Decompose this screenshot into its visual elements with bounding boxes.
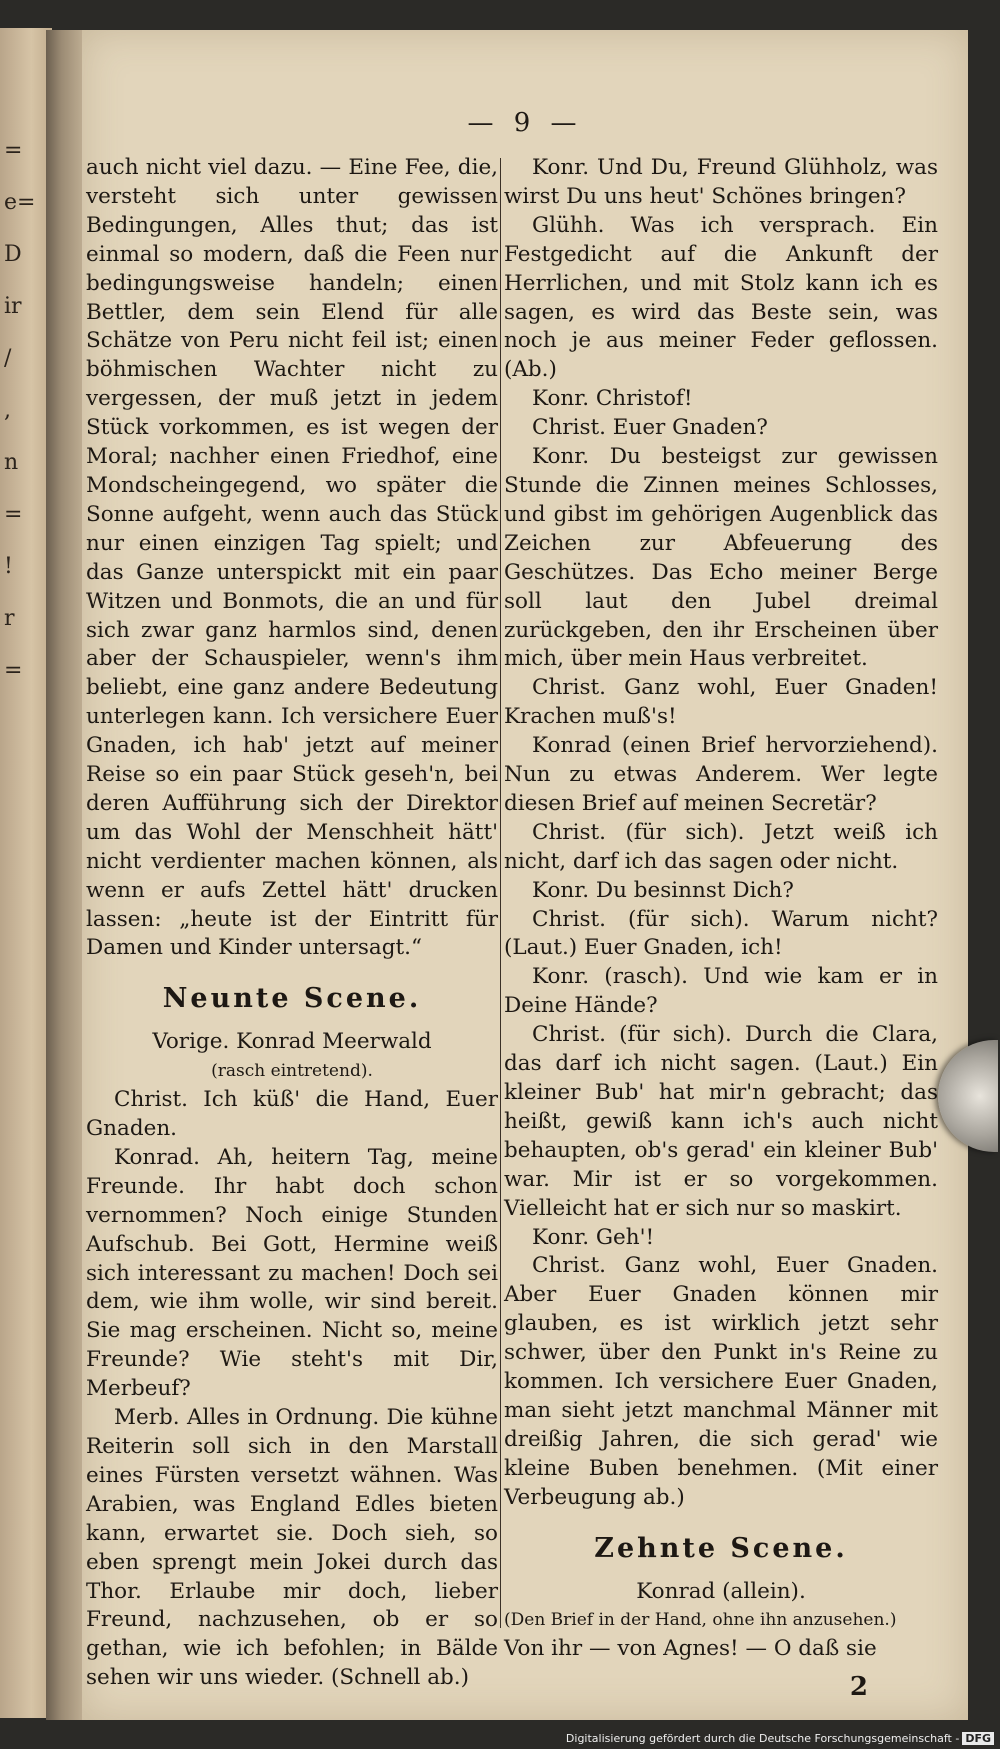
text-paragraph: Christ. (für sich). Jetzt weiß ich nicht, darf ich das sagen oder nicht. xyxy=(504,819,938,874)
adjacent-page-fragment: ! xyxy=(4,554,13,579)
adjacent-page-strip xyxy=(0,28,52,1718)
signature-mark: 2 xyxy=(849,1672,868,1702)
text-paragraph: Merb. Alles in Ordnung. Die kühne Reiterin soll sich in den Marstall eines Fürsten versetzt wähnen. Was Arabien, was England Edles bieten kann, erwartet sie. Doch sieh, so eben sprengt mein Jokei durch das Thor. Erlaube mir doch, lieber Freund, nachzusehen, ob er so gethan, wie ich befohlen; in Bälde sehen wir uns wieder. (Schnell ab.) xyxy=(86,1405,498,1691)
footer-text: Digitalisierung gefördert durch die Deutsche Forschungsgemeinschaft - xyxy=(565,1732,960,1745)
page-number: — 9 — xyxy=(467,108,583,138)
text-paragraph: Glühh. Was ich versprach. Ein Festgedicht auf die Ankunft der Herrlichen, und mit Stolz kann ich es sagen, es wird das Beste sein, was noch je aus meiner Feder geflossen. (Ab.) xyxy=(504,212,938,383)
text-paragraph: Christ. Euer Gnaden? xyxy=(532,415,768,441)
text-paragraph: (rasch eintretend). xyxy=(211,1061,373,1082)
text-paragraph: auch nicht viel dazu. — Eine Fee, die, versteht sich unter gewissen Bedingungen, Alles thut; das ist einmal so modern, daß die Feen nur bedingungsweise handeln; einen Bettler, dem sein Elend für alle Schätze von Peru nicht feil ist; einen böhmischen Wachter nicht zu vergessen, der muß jetzt in jedem Stück vorkommen, es ist wegen der Moral; nachher einen Friedhof, eine Mondscheingegend, wo später die Sonne aufgeht, wenn auch das Stück nur einen einzigen Tag spielt; und das Ganze unterspickt mit ein paar Witzen und Bonmots, die an und für sich zwar ganz harmlos sind, denen aber der Schauspieler, wenn's ihm beliebt, eine ganz andere Bedeutung unterlegen kann. Ich versichere Euer Gnaden, ich hab' jetzt auf meiner Reise so ein paar Stück geseh'n, bei deren Aufführung sich der Direktor um das Wohl der Menschheit hätt' nicht verdienter machen können, als wenn er aufs Zettel hätt' drucken lassen: „heute ist der Eintritt für Damen und Kinder untersagt.“ xyxy=(86,155,498,961)
text-paragraph: Konr. Und Du, Freund Glühholz, was wirst Du uns heut' Schönes bringen? xyxy=(504,155,938,209)
text-paragraph: Von ihr — von Agnes! — O daß sie xyxy=(504,1636,877,1662)
text-paragraph: (Den Brief in der Hand, ohne ihn anzusehen.) xyxy=(504,1610,897,1631)
text-paragraph: Christ. Ganz wohl, Euer Gnaden. Aber Euer Gnaden können mir glauben, es ist wirklich jetzt sehr schwer, über den Punkt in's Reine zu kommen. Ich versichere Euer Gnaden, man sieht jetzt manchmal Männer mit dreißig Jahren, die sich gerad' wie kleine Buben benehmen. (Mit einer Verbeugung ab.) xyxy=(504,1253,938,1510)
text-paragraph: Konr. Du besinnst Dich? xyxy=(532,877,794,903)
text-paragraph: Konrad (allein). xyxy=(636,1578,806,1604)
adjacent-page-fragment: , xyxy=(4,398,11,423)
adjacent-page-fragment: n xyxy=(4,450,19,475)
adjacent-page-fragment: ir xyxy=(4,294,22,319)
adjacent-page-fragment: D xyxy=(4,242,22,267)
book-page xyxy=(82,30,968,1720)
left-text-column xyxy=(86,154,498,1693)
adjacent-page-fragment: = xyxy=(4,502,23,527)
adjacent-page-fragment: = xyxy=(4,658,23,683)
text-paragraph: Christ. (für sich). Durch die Clara, das darf ich nicht sagen. (Laut.) Ein kleiner Bub' hat mir'n gebracht; das heißt, gewiß kann ich's auch nicht behaupten, ob's gerad' ein kleiner Bub' war. Mir ist er so vorgekommen. Vielleicht hat er sich nur so maskirt. xyxy=(504,1022,938,1221)
digitization-footer xyxy=(566,1732,994,1745)
text-paragraph: Konr. Geh'! xyxy=(532,1224,655,1250)
text-paragraph: Konr. Christof! xyxy=(532,386,693,412)
adjacent-page-fragment: e= xyxy=(4,190,36,215)
scene-heading: Neunte Scene. xyxy=(162,983,422,1015)
right-text-column xyxy=(504,154,938,1664)
text-paragraph: Vorige. Konrad Meerwald xyxy=(152,1029,432,1055)
adjacent-page-fragment: = xyxy=(4,138,23,163)
text-paragraph: Christ. (für sich). Warum nicht? (Laut.) Euer Gnaden, ich! xyxy=(504,906,938,961)
text-paragraph: Konrad. Ah, heitern Tag, meine Freunde. Ihr habt doch schon vernommen? Noch einige Stunden Aufschub. Bei Gott, Hermine weiß sich interessant zu machen! Doch sei dem, wie ihm wolle, wir sind bereit. Sie mag erscheinen. Nicht so, meine Freunde? Wie steht's mit Dir, Merbeuf? xyxy=(86,1144,498,1402)
text-paragraph: Konrad (einen Brief hervorziehend). Nun zu etwas Anderem. Wer legte diesen Brief auf meinen Secretär? xyxy=(504,733,938,816)
dfg-logo: DFG xyxy=(962,1732,994,1745)
column-divider xyxy=(500,158,501,1628)
adjacent-page-fragment: / xyxy=(4,346,12,371)
text-paragraph: Christ. Ich küß' die Hand, Euer Gnaden. xyxy=(86,1087,498,1141)
scene-heading: Zehnte Scene. xyxy=(594,1532,848,1564)
text-paragraph: Konr. (rasch). Und wie kam er in Deine Hände? xyxy=(504,964,938,1019)
text-paragraph: Christ. Ganz wohl, Euer Gnaden! Krachen muß's! xyxy=(504,675,938,730)
adjacent-page-fragment: r xyxy=(4,606,15,631)
text-paragraph: Konr. Du besteigst zur gewissen Stunde die Zinnen meines Schlosses, und gibst im gehörigen Augenblick das Zeichen zur Abfeuerung des Geschützes. Das Echo meiner Berge soll laut den Jubel dreimal zurückgeben, den ihr Erscheinen über mich, über mein Haus verbreitet. xyxy=(504,444,938,672)
